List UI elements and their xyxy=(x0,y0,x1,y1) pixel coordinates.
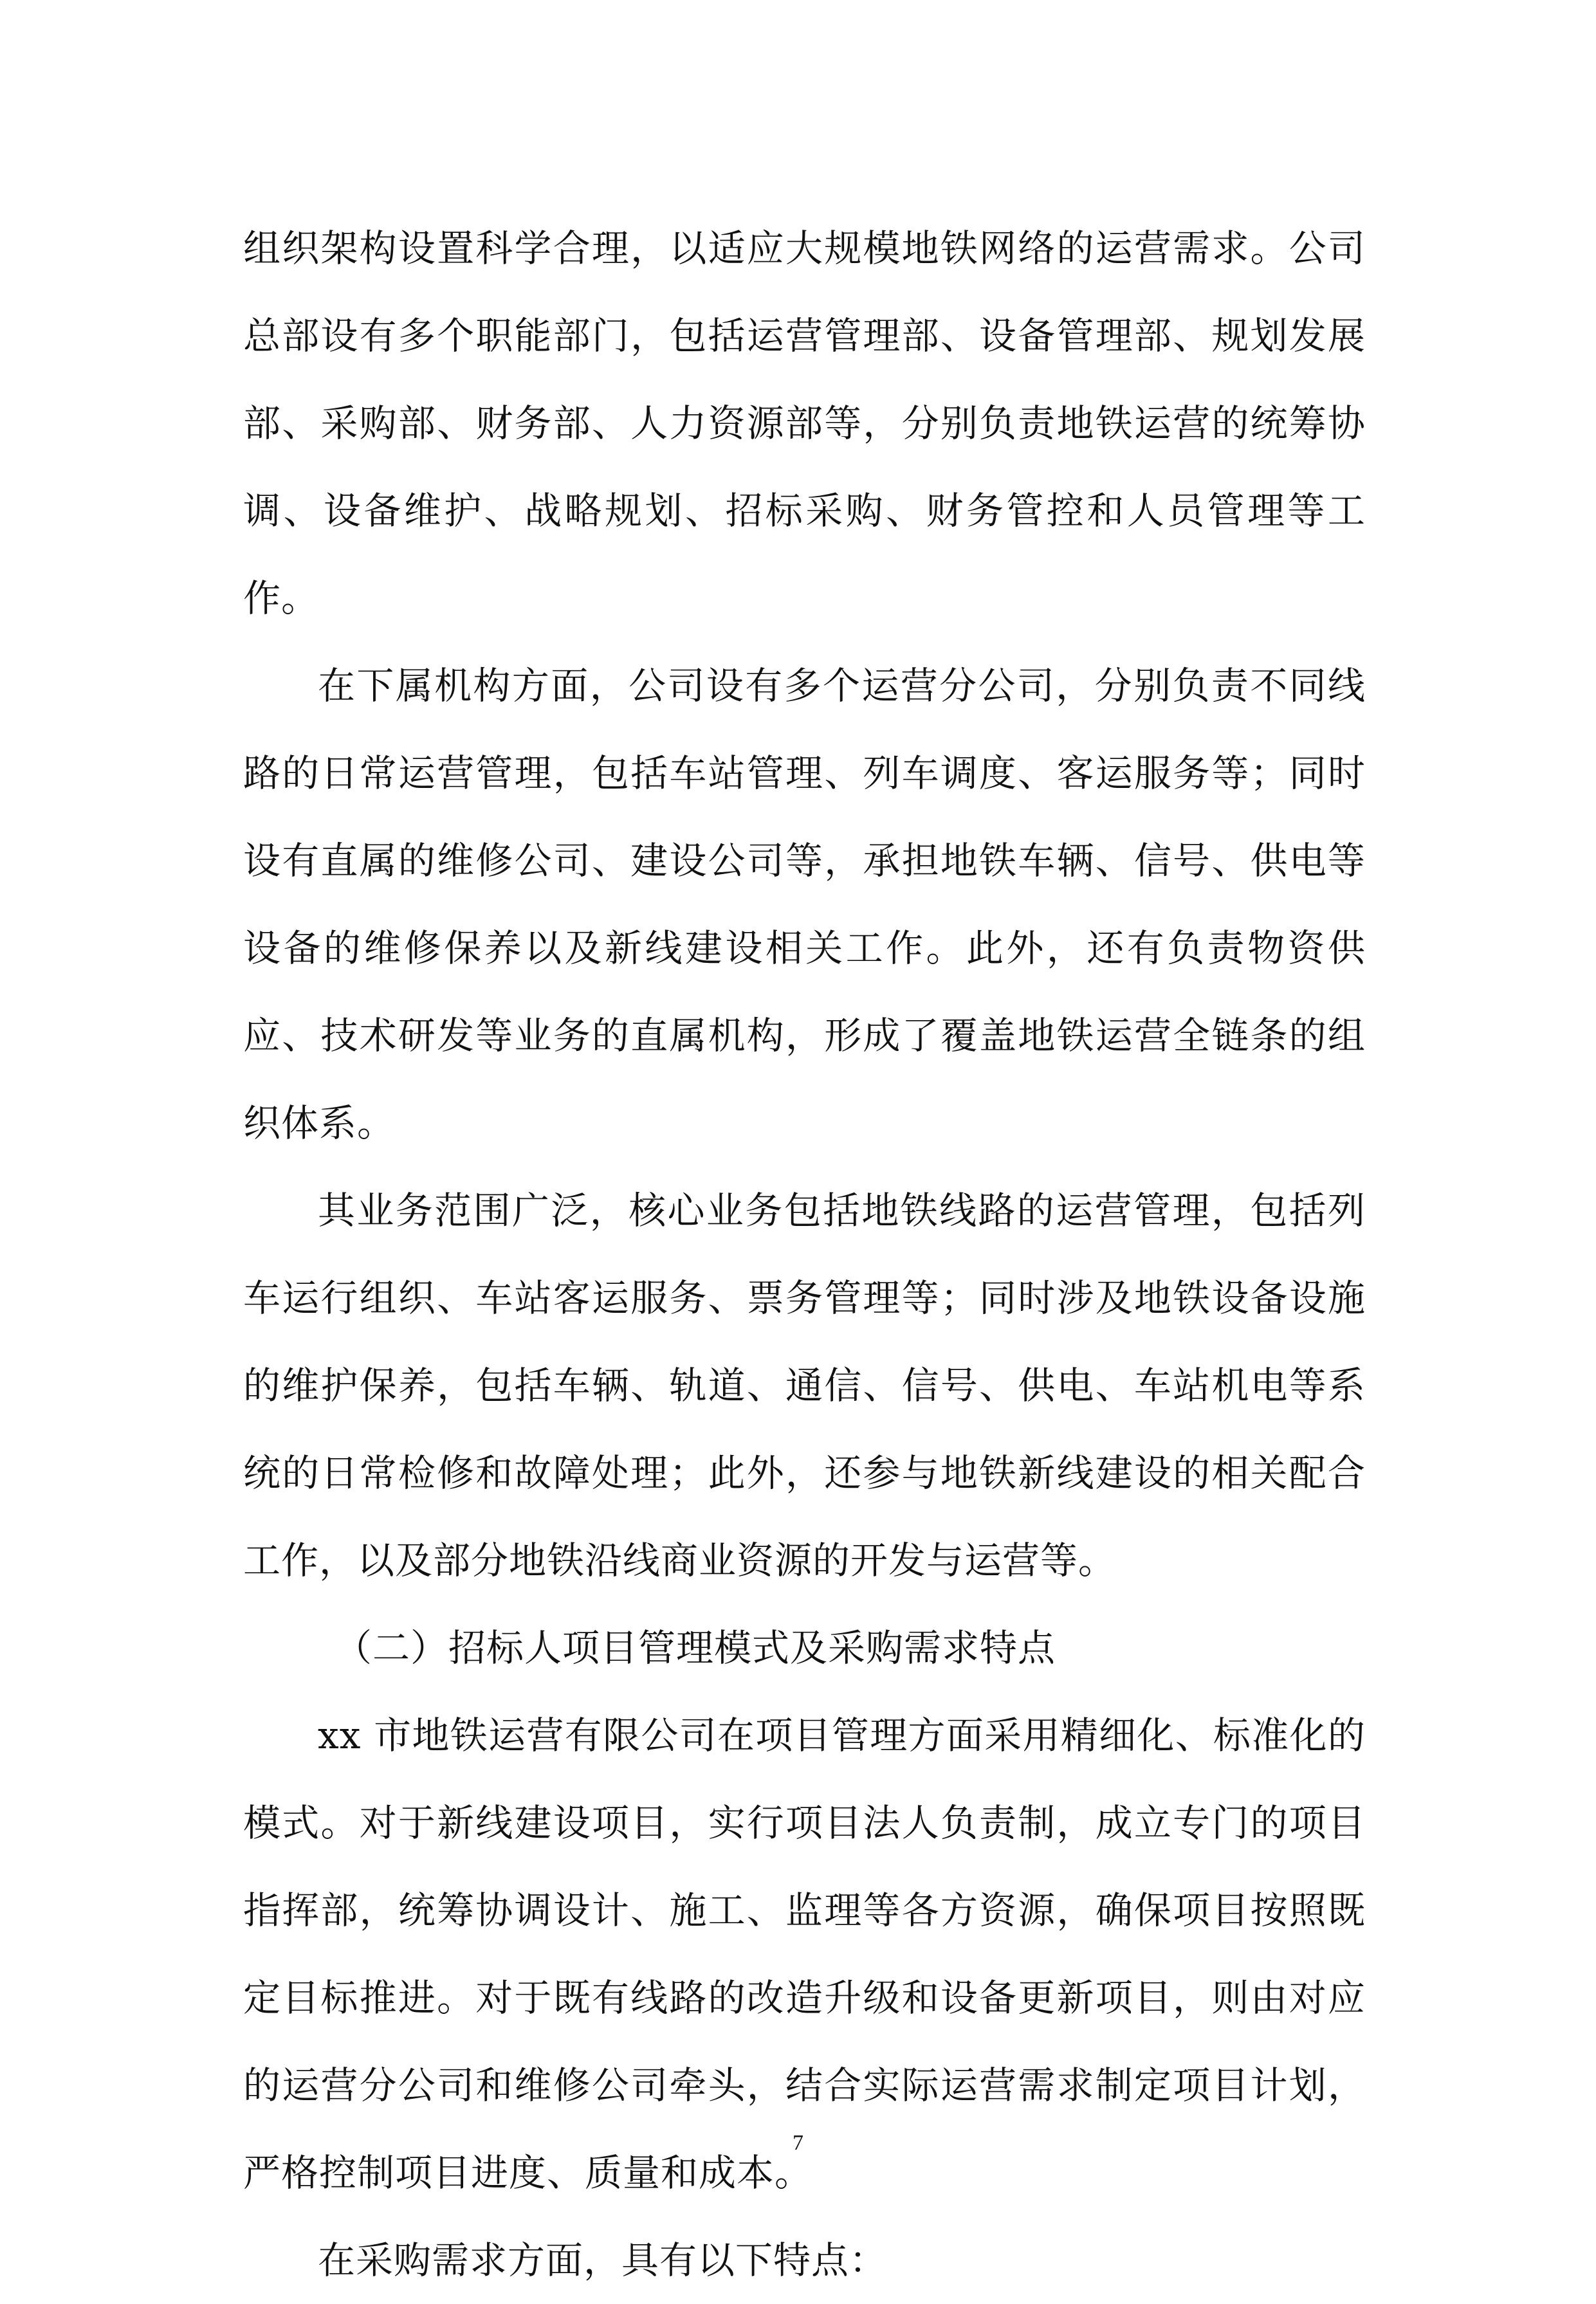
page-number: 7 xyxy=(793,2131,803,2155)
paragraph-procurement-intro: 在采购需求方面，具有以下特点： xyxy=(318,2238,888,2282)
paragraph-subsidiaries: 在下属机构方面，公司设有多个运营分公司，分别负责不同线路的日常运营管理，包括车站管理、列车调度、客运服务等；同时设有直属的维修公司、建设公司等，承担地铁车辆、信号、供电等设备的维修保养以及新线建设相关工作。此外，还有负责物资供应、技术研发等业务的直属机构，形成了覆盖地铁运营全链条的组织体系。 xyxy=(243,664,1366,1145)
paragraph-business-scope: 其业务范围广泛，核心业务包括地铁线路的运营管理，包括列车运行组织、车站客运服务、票务管理等；同时涉及地铁设备设施的维护保养，包括车辆、轨道、通信、信号、供电、车站机电等系统的日常检修和故障处理；此外，还参与地铁新线建设的相关配合工作，以及部分地铁沿线商业资源的开发与运营等。 xyxy=(243,1189,1366,1582)
paragraph-project-management: xx 市地铁运营有限公司在项目管理方面采用精细化、标准化的模式。对于新线建设项目，实行项目法人负责制，成立专门的项目指挥部，统筹协调设计、施工、监理等各方资源，确保项目按照既定目标推进。对于既有线路的改造升级和设备更新项目，则由对应的运营分公司和维修公司牵头，结合实际运营需求制定项目计划，严格控制项目进度、质量和成本。 xyxy=(243,1714,1366,2195)
body-text xyxy=(243,205,1366,2304)
paragraph-org-structure: 组织架构设置科学合理，以适应大规模地铁网络的运营需求。公司总部设有多个职能部门，包括运营管理部、设备管理部、规划发展部、采购部、财务部、人力资源部等，分别负责地铁运营的统筹协调、设备维护、战略规划、招标采购、财务管控和人员管理等工作。 xyxy=(243,226,1366,620)
section-heading: （二）招标人项目管理模式及采购需求特点 xyxy=(335,1626,1056,1670)
